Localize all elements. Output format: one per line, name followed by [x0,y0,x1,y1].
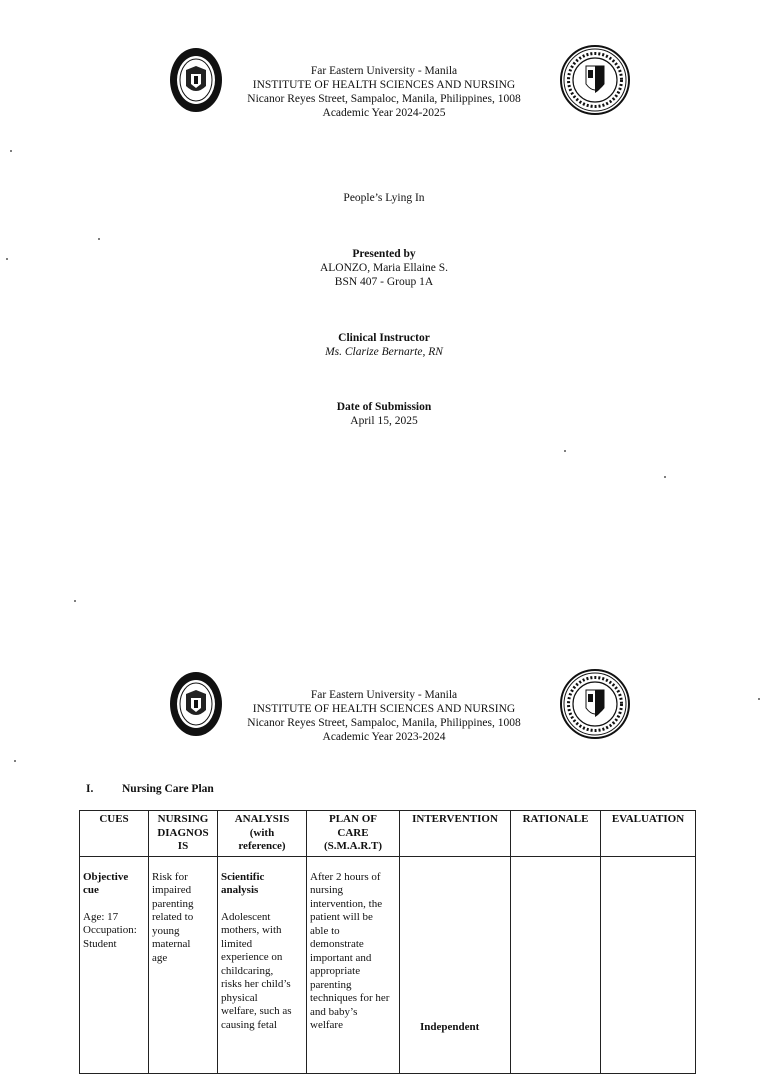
academic-year: Academic Year 2024-2025 [322,107,446,119]
scan-speck [564,450,566,452]
column-header-plan-of-care: PLAN OF CARE (S.M.A.R.T) [307,811,400,857]
intervention-independent-label: Independent [420,1020,480,1033]
university-header [0,64,768,120]
institute-name: INSTITUTE OF HEALTH SCIENCES AND NURSING [252,703,516,715]
column-header-cues: CUES [80,811,149,857]
nursing-care-plan-page [0,640,768,1033]
column-header-evaluation: EVALUATION [601,811,696,857]
cues-cell: Objective cue Age: 17 Occupation: Student [80,856,149,1073]
evaluation-cell [601,856,696,1073]
scan-speck [74,600,76,602]
column-header-rationale: RATIONALE [511,811,601,857]
university-address: Nicanor Reyes Street, Sampaloc, Manila, Philippines, 1008 [247,717,521,729]
presented-by-label: Presented by [352,248,416,260]
section-heading [86,783,214,795]
column-header-intervention: INTERVENTION [400,811,511,857]
scan-speck [758,698,760,700]
presenter-section: BSN 407 - Group 1A [334,276,434,288]
scan-speck [664,476,666,478]
submission-date-label: Date of Submission [336,401,432,413]
scan-speck [6,258,8,260]
university-name: Far Eastern University - Manila [310,65,458,77]
university-name: Far Eastern University - Manila [310,689,458,701]
academic-year: Academic Year 2023-2024 [322,731,446,743]
nursing-care-plan-table [79,810,696,1074]
section-title: Nursing Care Plan [122,783,214,795]
diagnosis-cell: Risk for impaired parenting related to young maternal age [149,856,218,1073]
clinical-instructor-name: Ms. Clarize Bernarte, RN [325,346,443,358]
submission-date: April 15, 2025 [350,415,418,427]
clinical-instructor-label: Clinical Instructor [338,332,430,344]
presenter-name: ALONZO, Maria Ellaine S. [319,262,449,274]
column-header-nursing-diagnosis: NURSING DIAGNOS IS [149,811,218,857]
institute-name: INSTITUTE OF HEALTH SCIENCES AND NURSING [252,79,516,91]
plan-of-care-cell: After 2 hours of nursing intervention, the patient will be able to demonstrate important and appropriate parenting techniques for her and baby’s welfare [307,856,400,1073]
table-row [80,856,696,1073]
scan-speck [10,150,12,152]
scan-speck [98,238,100,240]
university-address: Nicanor Reyes Street, Sampaloc, Manila, Philippines, 1008 [247,93,521,105]
university-header [0,688,768,744]
rationale-cell [511,856,601,1073]
analysis-cell: Scientific analysis Adolescent mothers, with limited experience on childcaring, risks her child’s physical welfare, such as causing fetal [218,856,307,1073]
column-header-analysis: ANALYSIS (with reference) [218,811,307,857]
section-number: I. [86,783,94,795]
scan-speck [14,760,16,762]
document-title: People’s Lying In [343,192,425,204]
table-header-row [80,811,696,857]
intervention-cell [400,856,511,1073]
